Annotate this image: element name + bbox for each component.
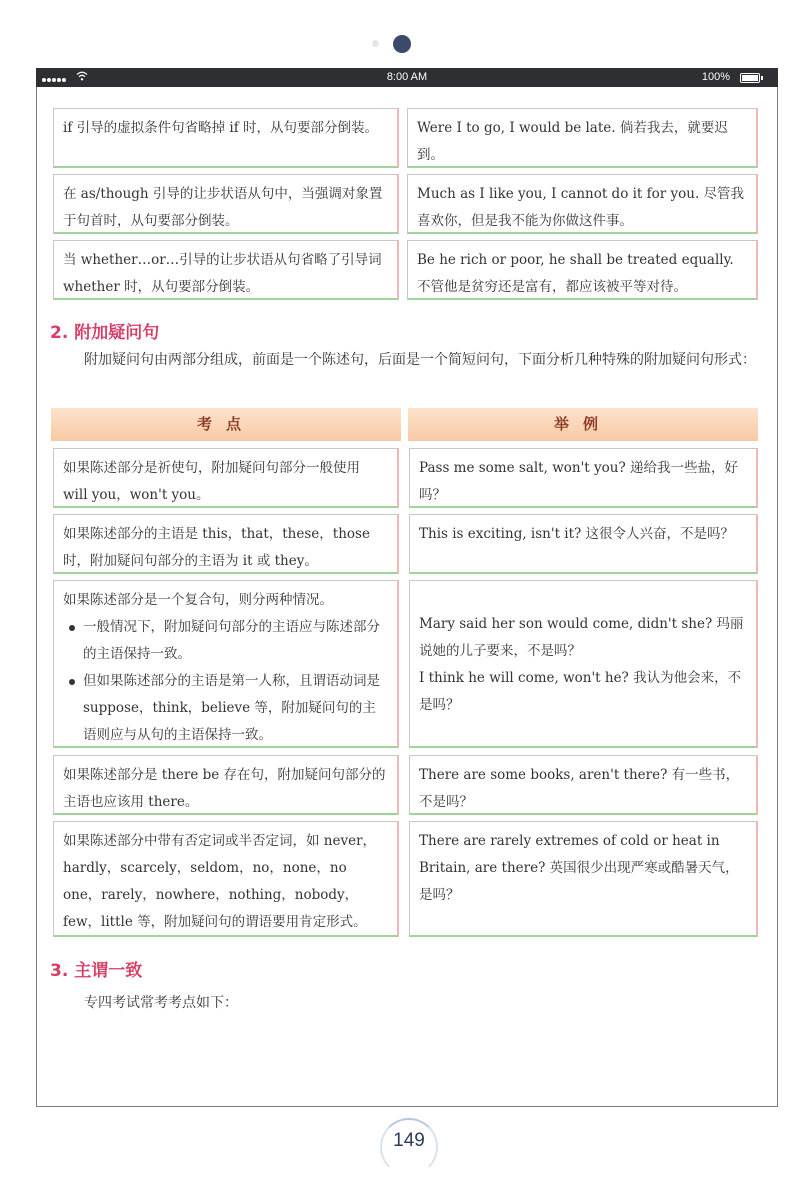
table-row-rule xyxy=(53,108,399,168)
table-row-rule xyxy=(53,821,399,937)
rule-text: 如果陈述部分是祈使句，附加疑问句部分一般使用 will you，won't you。 xyxy=(63,460,360,503)
table-row-example xyxy=(409,514,758,574)
table-row-example xyxy=(409,448,758,508)
section-intro: 专四考试常考考点如下： xyxy=(84,995,238,1011)
status-bar xyxy=(36,68,778,87)
rule-bullet-list xyxy=(63,614,388,749)
section-heading: 3. 主谓一致 xyxy=(50,961,143,981)
table-row-rule xyxy=(53,755,399,815)
table-row-example xyxy=(409,821,758,937)
rule-text: 当 whether…or…引导的让步状语从句省略了引导词 whether 时，从句要部分倒装。 xyxy=(63,252,382,295)
rule-text: 如果陈述部分的主语是 this，that，these，those 时，附加疑问句部分的主语为 it 或 they。 xyxy=(63,526,370,569)
example-text: I think he will come, won't he? 我认为他会来，不是吗？ xyxy=(419,670,742,713)
list-item: 一般情况下，附加疑问句部分的主语应与陈述部分的主语保持一致。 xyxy=(63,614,388,668)
table-row-rule xyxy=(53,240,399,300)
table-row-rule xyxy=(53,514,399,574)
table-row-rule xyxy=(53,174,399,234)
page-number: 149 xyxy=(393,1130,425,1151)
table-header-topic: 考点 xyxy=(51,408,401,441)
rule-text: 如果陈述部分中带有否定词或半否定词，如 never，hardly，scarcely，seldom，no，none，no one，rarely，nowhere，nothing，nobody，few，little 等，附加疑问句的谓语要用肯定形式。 xyxy=(63,833,377,930)
example-text: There are rarely extremes of cold or heat in Britain, are there? 英国很少出现严寒或酷暑天气，是吗？ xyxy=(419,833,739,903)
example-text: Be he rich or poor, he shall be treated equally. 不管他是贫穷还是富有，都应该被平等对待。 xyxy=(417,252,734,295)
rule-text: 在 as/though 引导的让步状语从句中，当强调对象置于句首时，从句要部分倒装。 xyxy=(63,186,383,229)
example-text: There are some books, aren't there? 有一些书，不是吗？ xyxy=(419,767,740,810)
example-text: This is exciting, isn't it? 这很令人兴奋，不是吗？ xyxy=(419,526,735,542)
table-row-example xyxy=(407,108,758,168)
rule-text: if 引导的虚拟条件句省略掉 if 时，从句要部分倒装。 xyxy=(63,120,379,136)
table-row-rule xyxy=(53,580,399,748)
battery-icon xyxy=(740,73,760,83)
example-text: Were I to go, I would be late. 倘若我去，就要迟到。 xyxy=(417,120,728,163)
camera-lens-icon xyxy=(393,35,411,53)
table-row-example xyxy=(407,174,758,234)
list-item: 但如果陈述部分的主语是第一人称，且谓语动词是 suppose，think，believe 等，附加疑问句的主语则应与从句的主语保持一致。 xyxy=(63,668,388,749)
rule-text: 如果陈述部分是一个复合句，则分两种情况。 xyxy=(63,592,333,608)
device-camera xyxy=(0,34,800,54)
example-text: Pass me some salt, won't you? 递给我一些盐，好吗？ xyxy=(419,460,738,503)
table-row-example xyxy=(407,240,758,300)
table-row-example xyxy=(409,755,758,815)
status-time: 8:00 AM xyxy=(386,71,428,83)
table-header-example: 举例 xyxy=(408,408,758,441)
table-row-rule xyxy=(53,448,399,508)
section-intro: 附加疑问句由两部分组成，前面是一个陈述句，后面是一个简短问句，下面分析几种特殊的附加疑问句形式： xyxy=(84,352,756,368)
example-text: Much as I like you, I cannot do it for you. 尽管我喜欢你，但是我不能为你做这件事。 xyxy=(417,186,745,229)
rule-text: 如果陈述部分是 there be 存在句，附加疑问句部分的主语也应该用 there。 xyxy=(63,767,386,810)
page-number-badge xyxy=(380,1118,438,1176)
sensor-dot xyxy=(372,40,379,47)
section-heading: 2. 附加疑问句 xyxy=(50,323,160,343)
example-text: Mary said her son would come, didn't she? 玛丽说她的儿子要来，不是吗？ xyxy=(419,616,744,659)
table-row-example xyxy=(409,580,758,748)
battery-percent: 100% xyxy=(701,71,730,83)
